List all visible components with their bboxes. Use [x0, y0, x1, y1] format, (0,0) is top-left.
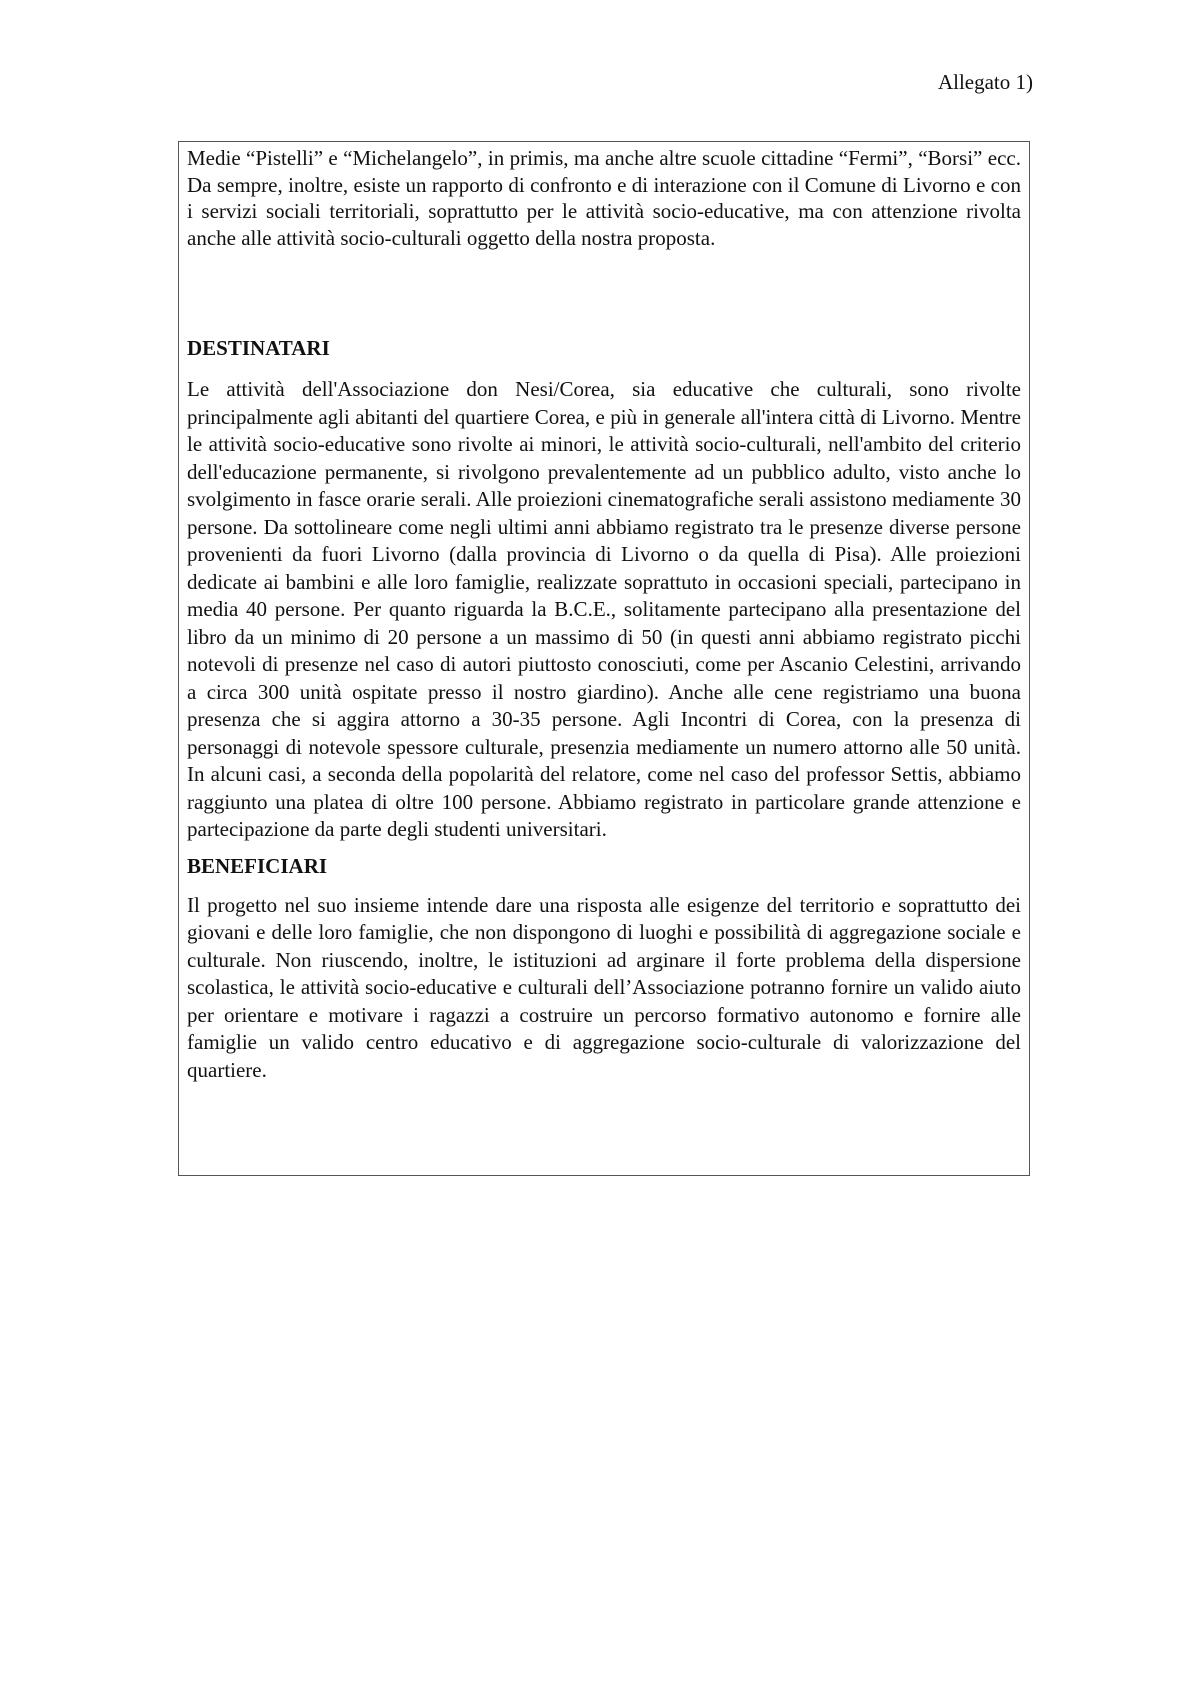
- intro-paragraph: Medie “Pistelli” e “Michelangelo”, in primis, ma anche altre scuole cittadine “Fermi”, “Borsi” ecc. Da sempre, inoltre, esiste un rapporto di confronto e di interazione con il Comune di Livorno e con i servizi sociali territoriali, soprattutto per le attività socio-educative, ma con attenzione rivolta anche alle attività socio-culturali oggetto della nostra proposta.: [187, 146, 1021, 250]
- destinatari-paragraph: Le attività dell'Associazione don Nesi/Corea, sia educative che culturali, sono rivolte principalmente agli abitanti del quartiere Corea, e più in generale all'intera città di Livorno. Mentre le attività socio-educative sono rivolte ai minori, le attività socio-culturali, nell'ambito del criterio dell'educazione permanente, si rivolgono prevalentemente ad un pubblico adulto, visto anche lo svolgimento in fasce orarie serali. Alle proiezioni cinematografiche serali assistono mediamente 30 persone. Da sottolineare come negli ultimi anni abbiamo registrato tra le presenze diverse persone provenienti da fuori Livorno (dalla provincia di Livorno o da quella di Pisa). Alle proiezioni dedicate ai bambini e alle loro famiglie, realizzate soprattuto in occasioni speciali, partecipano in media 40 persone. Per quanto riguarda la B.C.E., solitamente partecipano alla presentazione del libro da un minimo di 20 persone a un massimo di 50 (in questi anni abbiamo registrato picchi notevoli di presenze nel caso di autori piuttosto conosciuti, come per Ascanio Celestini, arrivando a circa 300 unità ospitate presso il nostro giardino). Anche alle cene registriamo una buona presenza che si aggira attorno a 30-35 persone. Agli Incontri di Corea, con la presenza di personaggi di notevole spessore culturale, presenzia mediamente un numero attorno alle 50 unità. In alcuni casi, a seconda della popolarità del relatore, come nel caso del professor Settis, abbiamo raggiunto una platea di oltre 100 persone. Abbiamo registrato in particolare grande attenzione e partecipazione da parte degli studenti universitari.: [187, 377, 1021, 841]
- section-heading-destinatari: DESTINATARI: [187, 336, 330, 360]
- beneficiari-paragraph: Il progetto nel suo insieme intende dare una risposta alle esigenze del territorio e soprattutto dei giovani e delle loro famiglie, che non dispongono di luoghi e possibilità di aggregazione sociale e culturale. Non riuscendo, inoltre, le istituzioni ad arginare il forte problema della dispersione scolastica, le attività socio-educative e culturali dell’Associazione potranno fornire un valido aiuto per orientare e motivare i ragazzi a costruire un percorso formativo autonomo e fornire alle famiglie un valido centro educativo e di aggregazione socio-culturale di valorizzazione del quartiere.: [187, 892, 1021, 1082]
- section-heading-beneficiari: BENEFICIARI: [187, 853, 328, 878]
- content-box: [178, 141, 1030, 1176]
- document-header-label: Allegato 1): [937, 70, 1033, 94]
